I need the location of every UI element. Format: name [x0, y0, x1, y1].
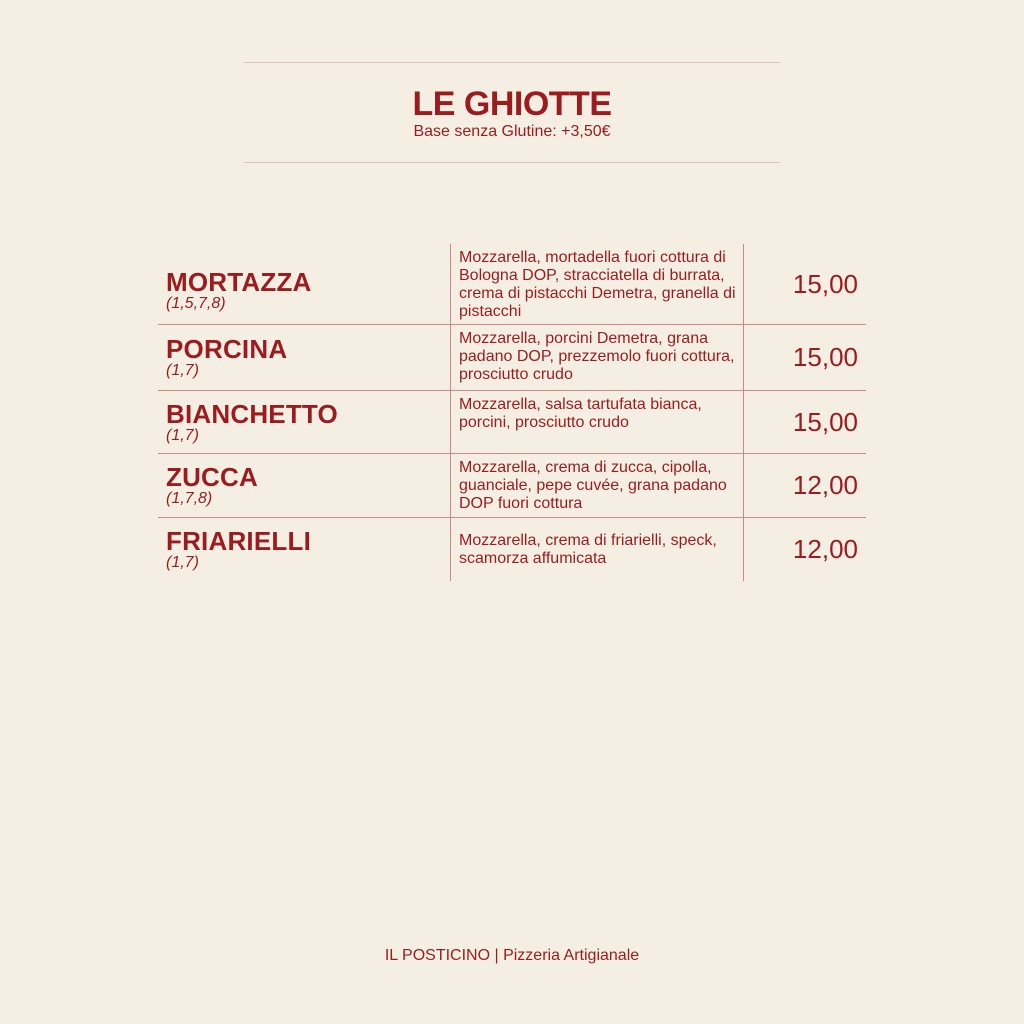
top-divider — [244, 62, 780, 63]
menu-row-bianchetto — [158, 391, 866, 454]
pizza-price: 15,00 — [792, 342, 858, 372]
menu-row-mortazza — [158, 244, 866, 325]
pizza-name: ZUCCA — [166, 462, 258, 492]
allergens: (1,7) — [166, 554, 199, 571]
allergens: (1,7) — [166, 426, 199, 444]
footer-brand: IL POSTICINO | Pizzeria Artigianale — [384, 947, 640, 964]
pizza-name: FRIARIELLI — [166, 526, 311, 556]
pizza-name-cell — [158, 518, 450, 581]
pizza-description: Mozzarella, mortadella fuori cottura di Bologna DOP, stracciatella di burrata, crema di pistacchi Demetra, granella di pistacchi — [450, 244, 744, 324]
gluten-free-note: Base senza Glutine: +3,50€ — [413, 123, 611, 140]
pizza-price: 12,00 — [792, 470, 858, 500]
menu-row-zucca — [158, 454, 866, 518]
pizza-name-cell — [158, 244, 450, 324]
pizza-name: BIANCHETTO — [166, 398, 338, 429]
pizza-price: 15,00 — [792, 406, 858, 437]
pizza-name-cell — [158, 454, 450, 517]
allergens: (1,5,7,8) — [166, 294, 226, 312]
pizza-name: PORCINA — [166, 334, 288, 364]
pizza-price: 15,00 — [792, 268, 858, 299]
menu-row-porcina — [158, 325, 866, 391]
pizza-description: Mozzarella, porcini Demetra, grana padano DOP, prezzemolo fuori cottura, prosciutto crudo — [450, 325, 744, 390]
pizza-price: 12,00 — [792, 534, 858, 564]
pizza-description: Mozzarella, crema di friarielli, speck, scamorza affumicata — [450, 518, 744, 581]
allergens: (1,7,8) — [166, 490, 213, 507]
allergens: (1,7) — [166, 362, 199, 379]
pizza-name: MORTAZZA — [166, 266, 312, 297]
pizza-name-cell — [158, 325, 450, 390]
bottom-divider — [244, 162, 780, 163]
pizza-name-cell — [158, 391, 450, 453]
pizza-description: Mozzarella, salsa tartufata bianca, porcini, prosciutto crudo — [450, 391, 744, 453]
pizza-description: Mozzarella, crema di zucca, cipolla, guanciale, pepe cuvée, grana padano DOP fuori cottura — [450, 454, 744, 517]
menu-table — [158, 244, 866, 581]
page-title: LE GHIOTTE — [412, 85, 612, 123]
menu-row-friarielli — [158, 518, 866, 581]
